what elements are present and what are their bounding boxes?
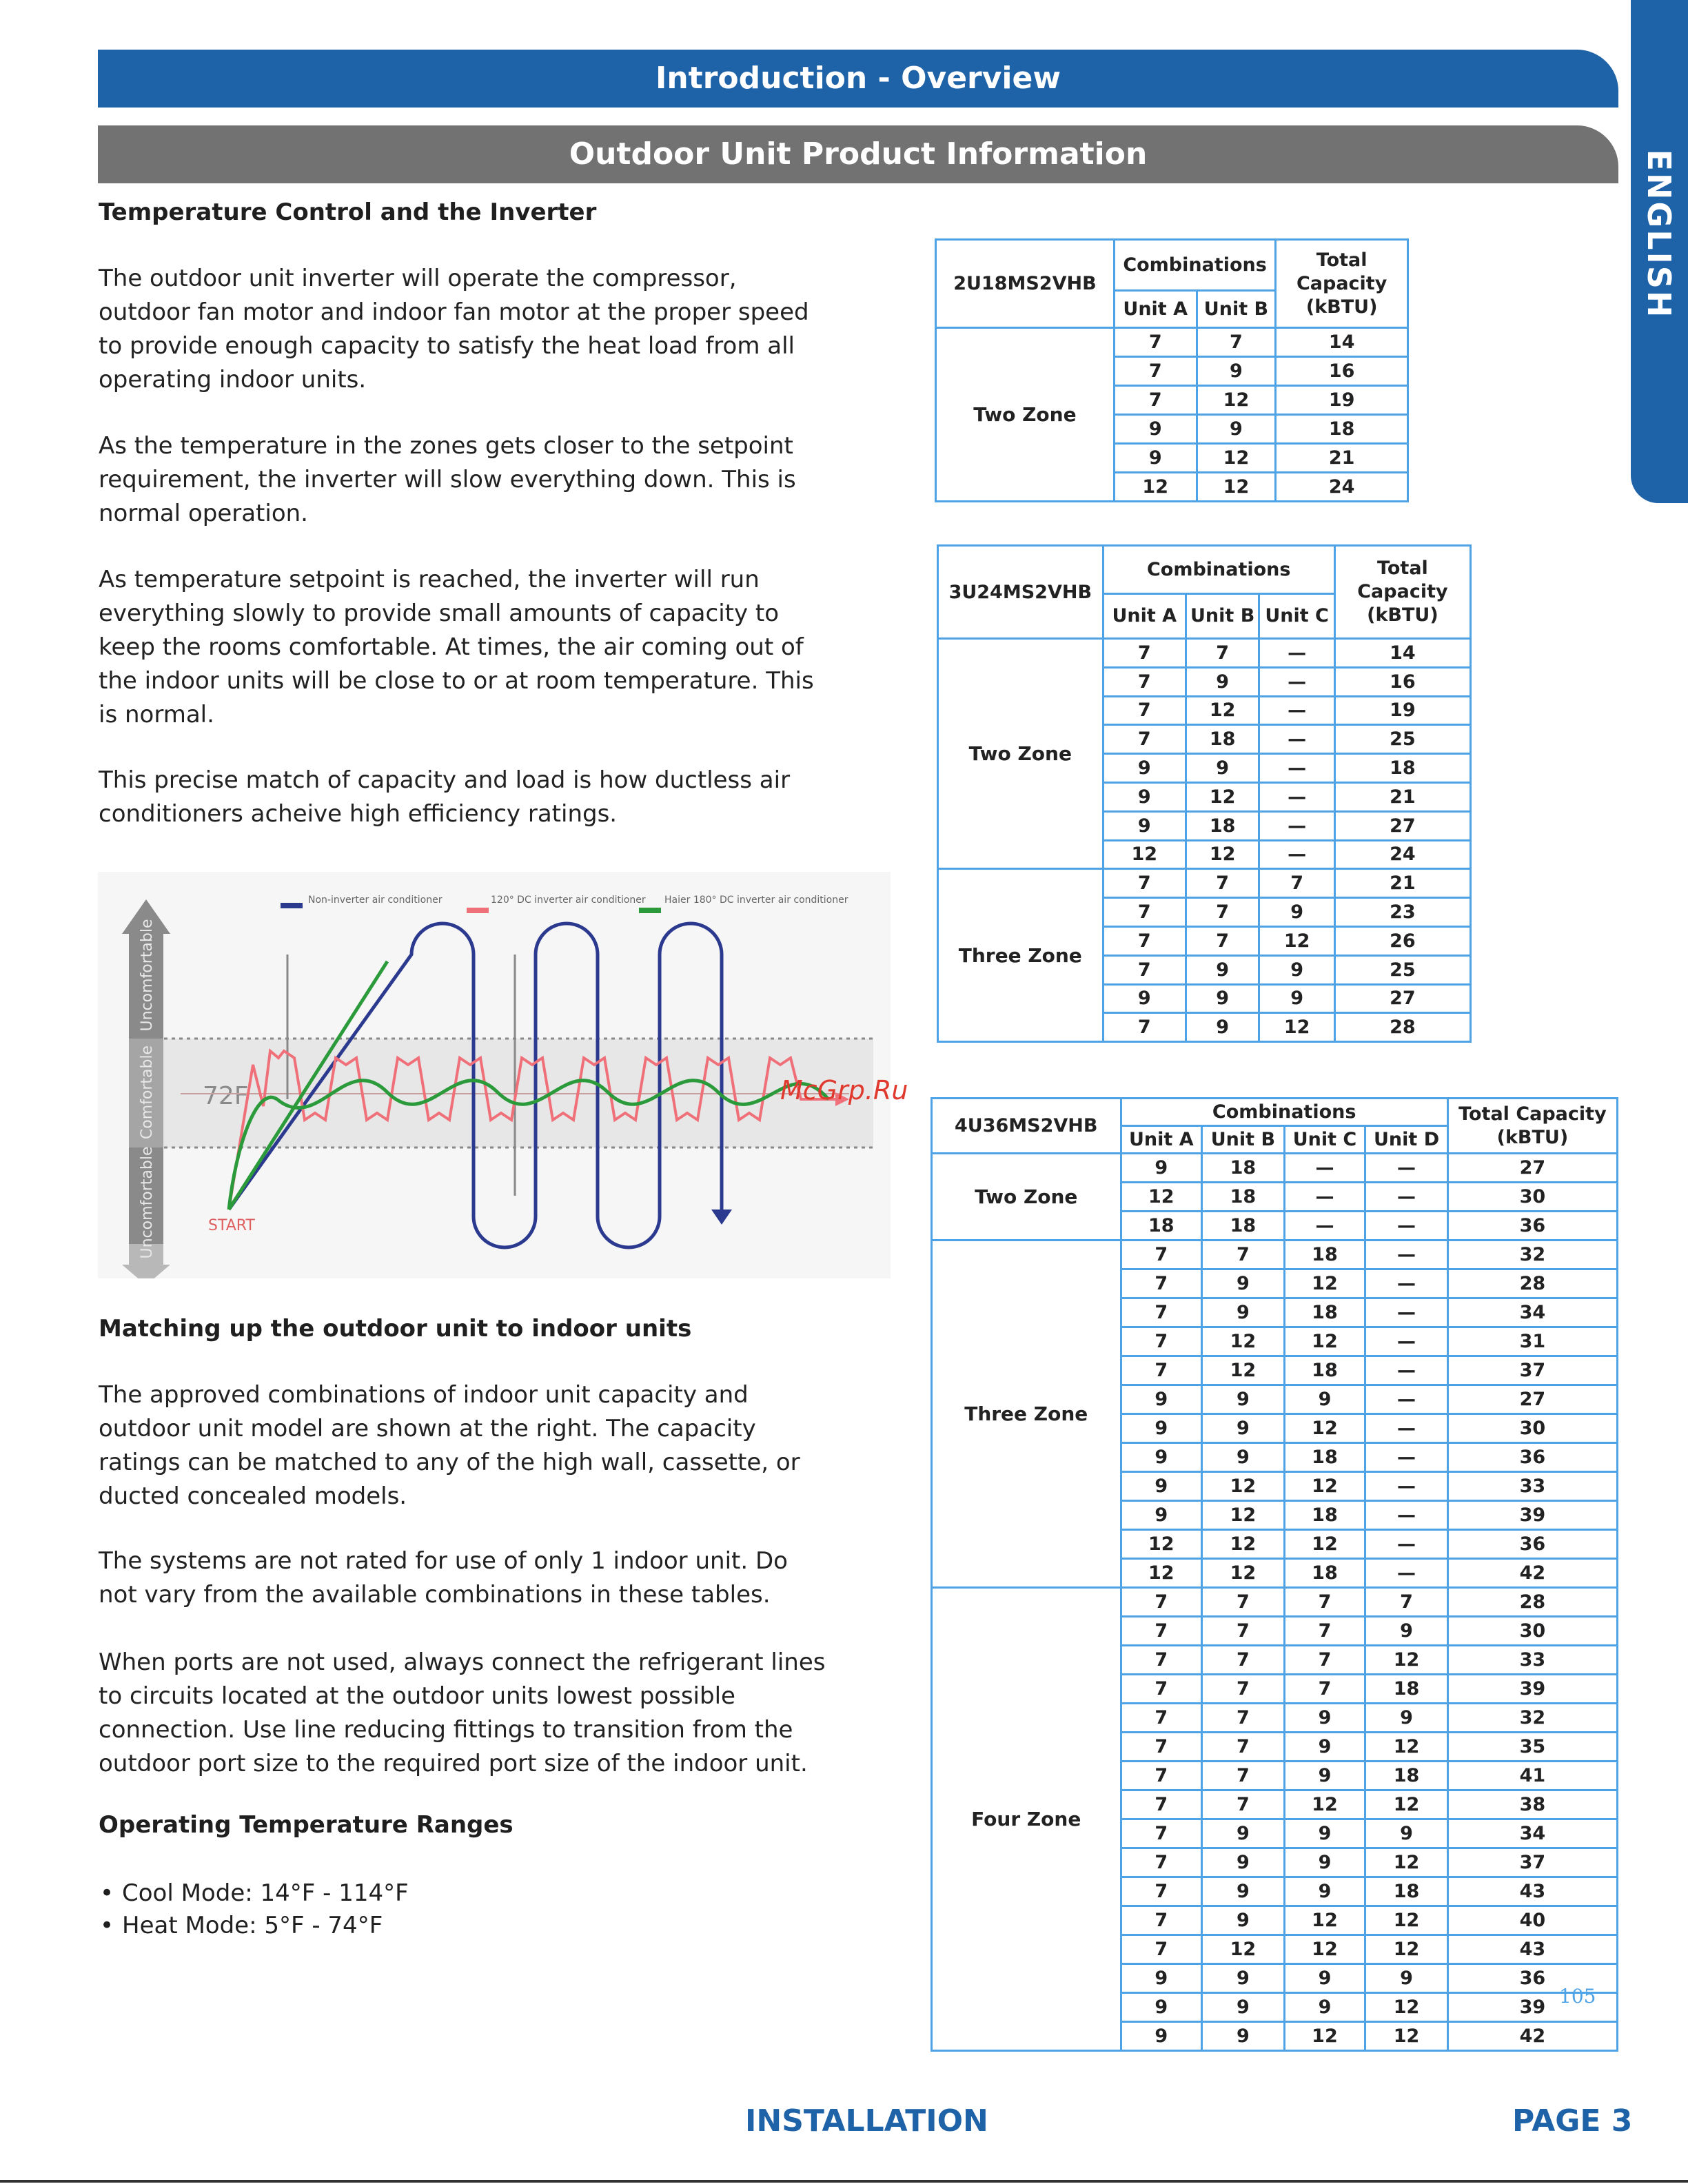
bottom-rule — [0, 2180, 1688, 2183]
paragraph-not-rated: The systems are not rated for use of only 1 indoor unit. Do not vary from the available combinations in these tables. — [99, 1547, 788, 1609]
unit-capacity-cell: 9 — [1259, 984, 1334, 1013]
unit-capacity-cell: 12 — [1284, 1327, 1365, 1356]
unit-capacity-cell: 9 — [1202, 1269, 1285, 1298]
unit-capacity-cell: 9 — [1202, 1906, 1285, 1935]
table-3u24 — [937, 544, 1472, 1043]
unit-capacity-cell: — — [1365, 1414, 1448, 1443]
legend-non-inverter: Non-inverter air conditioner — [308, 895, 443, 906]
unit-capacity-cell: 9 — [1284, 1762, 1365, 1790]
table-total-header: Total Capacity (kBTU) — [1276, 240, 1408, 328]
unit-capacity-cell: 7 — [1284, 1646, 1365, 1675]
band-label-mid: Comfortable — [139, 1045, 156, 1140]
unit-capacity-cell: 9 — [1103, 984, 1186, 1013]
unit-capacity-cell: — — [1259, 667, 1334, 696]
total-capacity-cell: 36 — [1447, 1443, 1617, 1472]
unit-capacity-cell: 7 — [1121, 1733, 1202, 1762]
unit-capacity-cell: 18 — [1284, 1501, 1365, 1530]
unit-capacity-cell: 7 — [1121, 1617, 1202, 1646]
zone-label: Two Zone — [938, 639, 1104, 869]
unit-capacity-cell: 12 — [1259, 926, 1334, 955]
unit-capacity-cell: 12 — [1284, 2022, 1365, 2051]
unit-capacity-cell: 9 — [1284, 1848, 1365, 1877]
unit-capacity-cell: 9 — [1284, 1877, 1365, 1906]
total-capacity-cell: 25 — [1334, 725, 1470, 754]
unit-capacity-cell: 7 — [1202, 1617, 1285, 1646]
unit-capacity-cell: — — [1259, 782, 1334, 811]
total-capacity-cell: 26 — [1334, 926, 1470, 955]
subsection-title-banner — [98, 125, 1618, 183]
unit-capacity-cell: 7 — [1103, 667, 1186, 696]
unit-capacity-cell: 9 — [1202, 1964, 1285, 1993]
unit-capacity-cell: 7 — [1103, 955, 1186, 984]
unit-capacity-cell: 9 — [1202, 1877, 1285, 1906]
unit-capacity-cell: 12 — [1284, 1906, 1365, 1935]
heading-temperature-control: Temperature Control and the Inverter — [99, 198, 597, 226]
paragraph-setpoint: As the temperature in the zones gets closer to the setpoint requirement, the inverter will slow everything down. This is normal operation. — [99, 432, 796, 527]
total-capacity-cell: 28 — [1447, 1588, 1617, 1617]
total-capacity-cell: 21 — [1334, 782, 1470, 811]
unit-capacity-cell: 9 — [1202, 1848, 1285, 1877]
unit-capacity-cell: 7 — [1121, 1906, 1202, 1935]
unit-capacity-cell: 9 — [1284, 1385, 1365, 1414]
section-title: Introduction - Overview — [655, 61, 1061, 96]
unit-capacity-cell: 9 — [1365, 1819, 1448, 1848]
table-combinations-header: Combinations — [1121, 1099, 1447, 1126]
unit-capacity-cell: 12 — [1202, 1501, 1285, 1530]
band-label-top: Uncomfortable — [139, 919, 156, 1032]
unit-capacity-cell: 7 — [1284, 1588, 1365, 1617]
unit-capacity-cell: 7 — [1103, 725, 1186, 754]
unit-capacity-cell: 9 — [1186, 754, 1259, 783]
unit-capacity-cell: 18 — [1284, 1443, 1365, 1472]
unit-capacity-cell: 12 — [1365, 1733, 1448, 1762]
table-total-header: Total Capacity (kBTU) — [1334, 546, 1470, 639]
small-page-number: 105 — [1559, 1985, 1596, 2008]
total-capacity-cell: 18 — [1334, 754, 1470, 783]
unit-capacity-cell: — — [1365, 1501, 1448, 1530]
unit-capacity-cell: 9 — [1202, 1443, 1285, 1472]
legend-swatch-dc180 — [639, 908, 661, 913]
unit-capacity-cell: 7 — [1103, 898, 1186, 927]
unit-capacity-cell: 7 — [1197, 328, 1276, 357]
unit-capacity-cell: 7 — [1103, 869, 1186, 898]
unit-capacity-cell: 18 — [1284, 1241, 1365, 1269]
total-capacity-cell: 14 — [1276, 328, 1408, 357]
zone-label: Three Zone — [938, 869, 1104, 1042]
unit-capacity-cell: — — [1284, 1183, 1365, 1212]
unit-capacity-cell: — — [1259, 639, 1334, 668]
total-capacity-cell: 30 — [1447, 1414, 1617, 1443]
unit-capacity-cell: 7 — [1114, 328, 1197, 357]
total-capacity-cell: 31 — [1447, 1327, 1617, 1356]
unit-capacity-cell: 12 — [1103, 840, 1186, 869]
unit-capacity-cell: 9 — [1121, 1385, 1202, 1414]
unit-capacity-cell: 18 — [1365, 1762, 1448, 1790]
unit-capacity-cell: 18 — [1121, 1212, 1202, 1241]
table-row — [938, 639, 1471, 668]
total-capacity-cell: 33 — [1447, 1472, 1617, 1501]
unit-capacity-cell: 9 — [1365, 1964, 1448, 1993]
unit-capacity-cell: 7 — [1121, 1241, 1202, 1269]
unit-capacity-cell: 9 — [1197, 357, 1276, 386]
bullet-heat-mode: • Heat Mode: 5°F - 74°F — [122, 1909, 383, 1943]
unit-capacity-cell: 7 — [1121, 1327, 1202, 1356]
total-capacity-cell: 36 — [1447, 1530, 1617, 1559]
unit-capacity-cell: 9 — [1202, 2022, 1285, 2051]
total-capacity-cell: 43 — [1447, 1877, 1617, 1906]
table-col-unit-c: Unit C — [1259, 594, 1334, 639]
total-capacity-cell: 34 — [1447, 1298, 1617, 1327]
total-capacity-cell: 41 — [1447, 1762, 1617, 1790]
unit-capacity-cell: 12 — [1284, 1530, 1365, 1559]
unit-capacity-cell: 12 — [1186, 840, 1259, 869]
unit-capacity-cell: 7 — [1186, 898, 1259, 927]
unit-capacity-cell: — — [1259, 725, 1334, 754]
total-capacity-cell: 30 — [1447, 1617, 1617, 1646]
unit-capacity-cell: 7 — [1186, 926, 1259, 955]
unit-capacity-cell: 7 — [1121, 1588, 1202, 1617]
unit-capacity-cell: 7 — [1202, 1588, 1285, 1617]
total-capacity-cell: 21 — [1334, 869, 1470, 898]
unit-capacity-cell: 12 — [1365, 1906, 1448, 1935]
unit-capacity-cell: 7 — [1202, 1241, 1285, 1269]
total-capacity-cell: 18 — [1276, 415, 1408, 444]
total-capacity-cell: 27 — [1334, 811, 1470, 840]
total-capacity-cell: 36 — [1447, 1964, 1617, 1993]
unit-capacity-cell: — — [1365, 1356, 1448, 1385]
unit-capacity-cell: 7 — [1103, 696, 1186, 725]
table-col-unit-b: Unit B — [1186, 594, 1259, 639]
table-row — [932, 1154, 1618, 1183]
table-4u36 — [931, 1097, 1618, 2052]
unit-capacity-cell: 7 — [1121, 1356, 1202, 1385]
unit-capacity-cell: 9 — [1114, 444, 1197, 473]
unit-capacity-cell: 12 — [1284, 1790, 1365, 1819]
unit-capacity-cell: 7 — [1103, 1013, 1186, 1042]
table-combinations-header: Combinations — [1114, 240, 1275, 291]
unit-capacity-cell: 12 — [1365, 1790, 1448, 1819]
paragraph-combinations: The approved combinations of indoor unit capacity and outdoor unit model are shown at the right. The capacity ratings can be matched to any of the high wall, cassette, or ducted concealed models. — [99, 1381, 800, 1510]
paragraph-ports: When ports are not used, always connect the refrigerant lines to circuits located at the outdoor units lowest possible connection. Use line reducing fittings to transition from the outdoor port size to the required port size of the indoor unit. — [99, 1649, 826, 1777]
unit-capacity-cell: — — [1284, 1154, 1365, 1183]
table-col-unit-c: Unit C — [1284, 1126, 1365, 1154]
footer-page-number: PAGE 3 — [1512, 2103, 1633, 2139]
unit-capacity-cell: 9 — [1121, 1964, 1202, 1993]
unit-capacity-cell: 18 — [1202, 1183, 1285, 1212]
watermark: McGrp.Ru — [780, 1075, 908, 1105]
total-capacity-cell: 39 — [1447, 1501, 1617, 1530]
table-col-unit-b: Unit B — [1202, 1126, 1285, 1154]
total-capacity-cell: 34 — [1447, 1819, 1617, 1848]
total-capacity-cell: 38 — [1447, 1790, 1617, 1819]
unit-capacity-cell: 9 — [1202, 1414, 1285, 1443]
unit-capacity-cell: 7 — [1103, 926, 1186, 955]
unit-capacity-cell: 9 — [1284, 1733, 1365, 1762]
unit-capacity-cell: 9 — [1121, 1501, 1202, 1530]
unit-capacity-cell: 9 — [1202, 1385, 1285, 1414]
unit-capacity-cell: 9 — [1121, 1472, 1202, 1501]
legend-dc180: Haier 180° DC inverter air conditioner — [664, 895, 848, 906]
unit-capacity-cell: 12 — [1197, 473, 1276, 502]
unit-capacity-cell: 7 — [1121, 1790, 1202, 1819]
unit-capacity-cell: — — [1365, 1298, 1448, 1327]
total-capacity-cell: 24 — [1276, 473, 1408, 502]
unit-capacity-cell: 7 — [1202, 1704, 1285, 1733]
total-capacity-cell: 27 — [1447, 1385, 1617, 1414]
subsection-title: Outdoor Unit Product Information — [569, 136, 1148, 172]
table-row — [936, 328, 1408, 357]
unit-capacity-cell: — — [1365, 1183, 1448, 1212]
total-capacity-cell: 14 — [1334, 639, 1470, 668]
total-capacity-cell: 42 — [1447, 2022, 1617, 2051]
unit-capacity-cell: 7 — [1121, 1762, 1202, 1790]
unit-capacity-cell: 7 — [1259, 869, 1334, 898]
unit-capacity-cell: — — [1259, 754, 1334, 783]
unit-capacity-cell: 12 — [1202, 1472, 1285, 1501]
total-capacity-cell: 42 — [1447, 1559, 1617, 1588]
unit-capacity-cell: — — [1365, 1530, 1448, 1559]
total-capacity-cell: 16 — [1334, 667, 1470, 696]
table-col-unit-b: Unit B — [1197, 291, 1276, 328]
unit-capacity-cell: 9 — [1259, 898, 1334, 927]
total-capacity-cell: 24 — [1334, 840, 1470, 869]
unit-capacity-cell: 7 — [1121, 1646, 1202, 1675]
unit-capacity-cell: 7 — [1202, 1675, 1285, 1704]
total-capacity-cell: 28 — [1447, 1269, 1617, 1298]
unit-capacity-cell: 7 — [1121, 1935, 1202, 1964]
bullet-cool-mode: • Cool Mode: 14°F - 114°F — [122, 1877, 409, 1910]
unit-capacity-cell: 9 — [1114, 415, 1197, 444]
paragraph-setpoint-reached: As temperature setpoint is reached, the inverter will run everything slowly to provide small amounts of capacity to keep the rooms comfortable. At times, the air coming out of the indoor units will be close to or at room temperature. This is normal. — [99, 566, 814, 728]
unit-capacity-cell: — — [1365, 1241, 1448, 1269]
unit-capacity-cell: 12 — [1202, 1327, 1285, 1356]
zone-label: Four Zone — [932, 1588, 1121, 2051]
unit-capacity-cell: 12 — [1202, 1935, 1285, 1964]
unit-capacity-cell: — — [1365, 1443, 1448, 1472]
unit-capacity-cell: 7 — [1121, 1877, 1202, 1906]
unit-capacity-cell: 7 — [1202, 1733, 1285, 1762]
unit-capacity-cell: 9 — [1284, 1704, 1365, 1733]
paragraph-inverter: The outdoor unit inverter will operate the compressor, outdoor fan motor and indoor fan motor at the proper speed to provide enough capacity to satisfy the heat load from all operating indoor units. — [99, 265, 809, 394]
zone-label: Two Zone — [932, 1154, 1121, 1241]
unit-capacity-cell: 18 — [1186, 725, 1259, 754]
legend-swatch-dc120 — [467, 908, 489, 913]
total-capacity-cell: 35 — [1447, 1733, 1617, 1762]
language-tab-label: ENGLISH — [1640, 149, 1678, 320]
unit-capacity-cell: 9 — [1284, 1964, 1365, 1993]
unit-capacity-cell: 12 — [1121, 1559, 1202, 1588]
zone-label: Three Zone — [932, 1241, 1121, 1588]
unit-capacity-cell: 18 — [1186, 811, 1259, 840]
unit-capacity-cell: 9 — [1259, 955, 1334, 984]
unit-capacity-cell: 18 — [1284, 1559, 1365, 1588]
unit-capacity-cell: 9 — [1121, 1414, 1202, 1443]
unit-capacity-cell: 12 — [1365, 1646, 1448, 1675]
unit-capacity-cell: 12 — [1121, 1183, 1202, 1212]
unit-capacity-cell: 7 — [1121, 1675, 1202, 1704]
unit-capacity-cell: 9 — [1121, 2022, 1202, 2051]
total-capacity-cell: 27 — [1334, 984, 1470, 1013]
paragraph-efficiency: This precise match of capacity and load is how ductless air conditioners acheive high efficiency ratings. — [99, 766, 791, 828]
start-label: START — [208, 1217, 255, 1234]
heading-matching: Matching up the outdoor unit to indoor units — [99, 1315, 692, 1343]
unit-capacity-cell: 9 — [1103, 782, 1186, 811]
unit-capacity-cell: 12 — [1284, 1935, 1365, 1964]
total-capacity-cell: 43 — [1447, 1935, 1617, 1964]
unit-capacity-cell: 12 — [1284, 1269, 1365, 1298]
table-combinations-header: Combinations — [1103, 546, 1334, 594]
unit-capacity-cell: 7 — [1121, 1848, 1202, 1877]
unit-capacity-cell: 12 — [1197, 444, 1276, 473]
section-title-banner — [98, 50, 1618, 108]
unit-capacity-cell: — — [1365, 1559, 1448, 1588]
total-capacity-cell: 30 — [1447, 1183, 1617, 1212]
table-col-unit-d: Unit D — [1365, 1126, 1448, 1154]
unit-capacity-cell: 12 — [1365, 1935, 1448, 1964]
total-capacity-cell: 23 — [1334, 898, 1470, 927]
unit-capacity-cell: — — [1365, 1472, 1448, 1501]
unit-capacity-cell: 12 — [1202, 1356, 1285, 1385]
unit-capacity-cell: 18 — [1202, 1212, 1285, 1241]
table-model-4u36: 4U36MS2VHB — [932, 1099, 1121, 1154]
unit-capacity-cell: 9 — [1284, 1819, 1365, 1848]
table-total-header: Total Capacity (kBTU) — [1447, 1099, 1617, 1154]
total-capacity-cell: 28 — [1334, 1013, 1470, 1042]
heading-operating-ranges: Operating Temperature Ranges — [99, 1811, 513, 1839]
unit-capacity-cell: 12 — [1197, 386, 1276, 415]
unit-capacity-cell: — — [1259, 840, 1334, 869]
total-capacity-cell: 39 — [1447, 1993, 1617, 2022]
unit-capacity-cell: — — [1365, 1327, 1448, 1356]
unit-capacity-cell: — — [1284, 1212, 1365, 1241]
unit-capacity-cell: 9 — [1186, 984, 1259, 1013]
total-capacity-cell: 37 — [1447, 1356, 1617, 1385]
table-col-unit-a: Unit A — [1121, 1126, 1202, 1154]
total-capacity-cell: 36 — [1447, 1212, 1617, 1241]
unit-capacity-cell: 7 — [1202, 1646, 1285, 1675]
unit-capacity-cell: 9 — [1186, 1013, 1259, 1042]
unit-capacity-cell: 7 — [1114, 386, 1197, 415]
unit-capacity-cell: 9 — [1202, 1819, 1285, 1848]
unit-capacity-cell: 7 — [1103, 639, 1186, 668]
unit-capacity-cell: 12 — [1114, 473, 1197, 502]
unit-capacity-cell: 7 — [1121, 1298, 1202, 1327]
unit-capacity-cell: — — [1365, 1154, 1448, 1183]
table-2u18 — [935, 238, 1409, 502]
total-capacity-cell: 32 — [1447, 1704, 1617, 1733]
footer-installation: INSTALLATION — [745, 2103, 988, 2139]
unit-capacity-cell: 9 — [1202, 1993, 1285, 2022]
total-capacity-cell: 37 — [1447, 1848, 1617, 1877]
unit-capacity-cell: 12 — [1186, 782, 1259, 811]
unit-capacity-cell: 7 — [1114, 357, 1197, 386]
unit-capacity-cell: 7 — [1202, 1762, 1285, 1790]
unit-capacity-cell: 18 — [1284, 1298, 1365, 1327]
unit-capacity-cell: 12 — [1284, 1472, 1365, 1501]
unit-capacity-cell: 7 — [1186, 869, 1259, 898]
unit-capacity-cell: 9 — [1186, 955, 1259, 984]
unit-capacity-cell: 9 — [1121, 1443, 1202, 1472]
unit-capacity-cell: 9 — [1197, 415, 1276, 444]
total-capacity-cell: 25 — [1334, 955, 1470, 984]
inverter-comparison-chart — [98, 872, 891, 1278]
unit-capacity-cell: 12 — [1259, 1013, 1334, 1042]
total-capacity-cell: 39 — [1447, 1675, 1617, 1704]
unit-capacity-cell: 7 — [1121, 1704, 1202, 1733]
unit-capacity-cell: 18 — [1202, 1154, 1285, 1183]
unit-capacity-cell: 9 — [1202, 1298, 1285, 1327]
unit-capacity-cell: — — [1259, 696, 1334, 725]
unit-capacity-cell: 12 — [1186, 696, 1259, 725]
unit-capacity-cell: 9 — [1121, 1154, 1202, 1183]
table-model-2u18: 2U18MS2VHB — [936, 240, 1115, 328]
unit-capacity-cell: 7 — [1284, 1617, 1365, 1646]
band-label-bot: Uncomfortable — [139, 1146, 156, 1259]
unit-capacity-cell: 12 — [1365, 1848, 1448, 1877]
total-capacity-cell: 19 — [1276, 386, 1408, 415]
total-capacity-cell: 33 — [1447, 1646, 1617, 1675]
table-row — [938, 869, 1471, 898]
unit-capacity-cell: 9 — [1284, 1993, 1365, 2022]
table-col-unit-a: Unit A — [1103, 594, 1186, 639]
unit-capacity-cell: 12 — [1202, 1530, 1285, 1559]
unit-capacity-cell: 7 — [1186, 639, 1259, 668]
unit-capacity-cell: 9 — [1121, 1993, 1202, 2022]
total-capacity-cell: 27 — [1447, 1154, 1617, 1183]
unit-capacity-cell: 18 — [1365, 1675, 1448, 1704]
unit-capacity-cell: 9 — [1103, 811, 1186, 840]
legend-swatch-non-inverter — [281, 903, 303, 908]
unit-capacity-cell: 7 — [1121, 1819, 1202, 1848]
zone-label: Two Zone — [936, 328, 1115, 502]
unit-capacity-cell: 7 — [1202, 1790, 1285, 1819]
unit-capacity-cell: 12 — [1121, 1530, 1202, 1559]
total-capacity-cell: 21 — [1276, 444, 1408, 473]
unit-capacity-cell: 7 — [1284, 1675, 1365, 1704]
unit-capacity-cell: 12 — [1202, 1559, 1285, 1588]
unit-capacity-cell: 9 — [1186, 667, 1259, 696]
unit-capacity-cell: — — [1365, 1212, 1448, 1241]
setpoint-label: 72F — [203, 1082, 249, 1110]
legend-dc120: 120° DC inverter air conditioner — [491, 895, 646, 906]
total-capacity-cell: 40 — [1447, 1906, 1617, 1935]
unit-capacity-cell: 9 — [1365, 1704, 1448, 1733]
total-capacity-cell: 16 — [1276, 357, 1408, 386]
unit-capacity-cell: 9 — [1365, 1617, 1448, 1646]
table-col-unit-a: Unit A — [1114, 291, 1197, 328]
total-capacity-cell: 19 — [1334, 696, 1470, 725]
unit-capacity-cell: 7 — [1121, 1269, 1202, 1298]
unit-capacity-cell: 12 — [1365, 2022, 1448, 2051]
total-capacity-cell: 32 — [1447, 1241, 1617, 1269]
unit-capacity-cell: — — [1365, 1269, 1448, 1298]
unit-capacity-cell: 12 — [1365, 1993, 1448, 2022]
unit-capacity-cell: 9 — [1103, 754, 1186, 783]
unit-capacity-cell: 18 — [1365, 1877, 1448, 1906]
unit-capacity-cell: — — [1365, 1385, 1448, 1414]
table-model-3u24: 3U24MS2VHB — [938, 546, 1104, 639]
table-row — [932, 1588, 1618, 1617]
unit-capacity-cell: — — [1259, 811, 1334, 840]
language-tab[interactable] — [1631, 0, 1688, 503]
table-row — [932, 1241, 1618, 1269]
unit-capacity-cell: 7 — [1365, 1588, 1448, 1617]
unit-capacity-cell: 18 — [1284, 1356, 1365, 1385]
unit-capacity-cell: 12 — [1284, 1414, 1365, 1443]
